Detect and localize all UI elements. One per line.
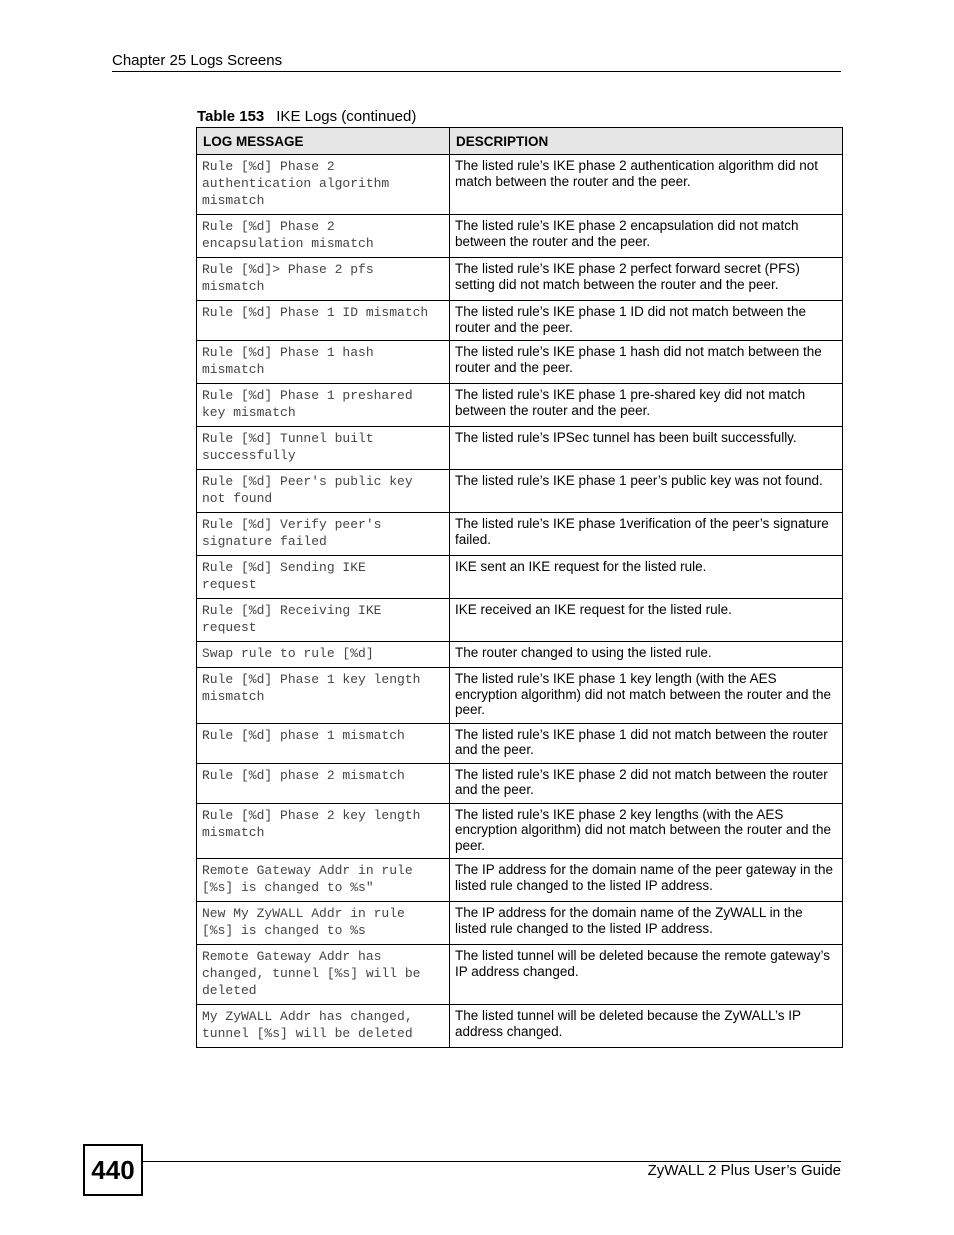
description-cell: The listed rule’s IKE phase 2 authentication algorithm did not match between the router and the peer. [450, 155, 843, 215]
description-cell: The listed rule’s IKE phase 2 encapsulation did not match between the router and the peer. [450, 215, 843, 258]
table-row [197, 642, 843, 668]
description-cell: IKE received an IKE request for the listed rule. [450, 599, 843, 642]
log-message-cell: Rule [%d] phase 1 mismatch [197, 723, 450, 763]
table-row [197, 599, 843, 642]
description-cell: The listed rule’s IKE phase 1 peer’s public key was not found. [450, 470, 843, 513]
table-caption-title: IKE Logs (continued) [276, 108, 417, 125]
log-message-cell: Swap rule to rule [%d] [197, 642, 450, 668]
description-cell: The listed tunnel will be deleted because the remote gateway’s IP address changed. [450, 945, 843, 1005]
log-message-cell: Rule [%d] phase 2 mismatch [197, 763, 450, 803]
log-message-cell: Remote Gateway Addr in rule [%s] is changed to %s" [197, 859, 450, 902]
table-header-row [197, 128, 843, 155]
description-cell: IKE sent an IKE request for the listed rule. [450, 556, 843, 599]
log-message-cell: Rule [%d] Phase 1 ID mismatch [197, 301, 450, 341]
description-cell: The listed rule’s IKE phase 1 ID did not match between the router and the peer. [450, 301, 843, 341]
table-caption [197, 108, 416, 125]
description-cell: The IP address for the domain name of the peer gateway in the listed rule changed to the listed IP address. [450, 859, 843, 902]
table-caption-number: Table 153 [197, 108, 265, 125]
log-message-cell: Rule [%d] Phase 2 authentication algorithm mismatch [197, 155, 450, 215]
description-cell: The listed rule’s IKE phase 2 key lengths (with the AES encryption algorithm) did not match between the router and the peer. [450, 803, 843, 859]
description-cell: The listed rule’s IKE phase 1 pre-shared key did not match between the router and the peer. [450, 384, 843, 427]
log-message-cell: Remote Gateway Addr has changed, tunnel [%s] will be deleted [197, 945, 450, 1005]
table-row [197, 902, 843, 945]
ike-logs-table [196, 127, 843, 1048]
header-divider [112, 71, 841, 72]
table-row [197, 215, 843, 258]
description-cell: The listed rule’s IKE phase 2 did not match between the router and the peer. [450, 763, 843, 803]
log-message-cell: Rule [%d] Receiving IKE request [197, 599, 450, 642]
log-message-cell: My ZyWALL Addr has changed, tunnel [%s] will be deleted [197, 1005, 450, 1048]
table-row [197, 668, 843, 724]
log-message-cell: Rule [%d] Sending IKE request [197, 556, 450, 599]
log-message-cell: Rule [%d] Peer's public key not found [197, 470, 450, 513]
table-row [197, 470, 843, 513]
guide-title: ZyWALL 2 Plus User’s Guide [647, 1162, 841, 1179]
description-cell: The listed tunnel will be deleted because the ZyWALL’s IP address changed. [450, 1005, 843, 1048]
table-row [197, 859, 843, 902]
table-row [197, 301, 843, 341]
description-cell: The listed rule’s IKE phase 1verification of the peer’s signature failed. [450, 513, 843, 556]
description-cell: The IP address for the domain name of the ZyWALL in the listed rule changed to the listed IP address. [450, 902, 843, 945]
log-message-cell: Rule [%d] Verify peer's signature failed [197, 513, 450, 556]
table-row [197, 341, 843, 384]
table-row [197, 723, 843, 763]
table-body [197, 155, 843, 1048]
log-message-cell: New My ZyWALL Addr in rule [%s] is changed to %s [197, 902, 450, 945]
column-header-log-message: LOG MESSAGE [197, 128, 450, 155]
description-cell: The listed rule’s IKE phase 1 hash did not match between the router and the peer. [450, 341, 843, 384]
log-message-cell: Rule [%d] Phase 1 hash mismatch [197, 341, 450, 384]
description-cell: The listed rule’s IKE phase 1 did not match between the router and the peer. [450, 723, 843, 763]
log-message-cell: Rule [%d] Phase 2 key length mismatch [197, 803, 450, 859]
description-cell: The listed rule’s IKE phase 1 key length (with the AES encryption algorithm) did not match between the router and the peer. [450, 668, 843, 724]
column-header-description: DESCRIPTION [450, 128, 843, 155]
log-message-cell: Rule [%d] Phase 2 encapsulation mismatch [197, 215, 450, 258]
table-row [197, 556, 843, 599]
log-message-cell: Rule [%d] Tunnel built successfully [197, 427, 450, 470]
log-message-cell: Rule [%d]> Phase 2 pfs mismatch [197, 258, 450, 301]
table-row [197, 427, 843, 470]
table-row [197, 513, 843, 556]
log-message-cell: Rule [%d] Phase 1 key length mismatch [197, 668, 450, 724]
log-message-cell: Rule [%d] Phase 1 preshared key mismatch [197, 384, 450, 427]
description-cell: The listed rule’s IKE phase 2 perfect forward secret (PFS) setting did not match between the router and the peer. [450, 258, 843, 301]
description-cell: The listed rule’s IPSec tunnel has been built successfully. [450, 427, 843, 470]
table-row [197, 155, 843, 215]
table-row [197, 945, 843, 1005]
chapter-header: Chapter 25 Logs Screens [112, 52, 283, 69]
table-row [197, 384, 843, 427]
table-row [197, 803, 843, 859]
page-number: 440 [83, 1144, 143, 1196]
table-row [197, 763, 843, 803]
table-row [197, 1005, 843, 1048]
description-cell: The router changed to using the listed rule. [450, 642, 843, 668]
table-row [197, 258, 843, 301]
